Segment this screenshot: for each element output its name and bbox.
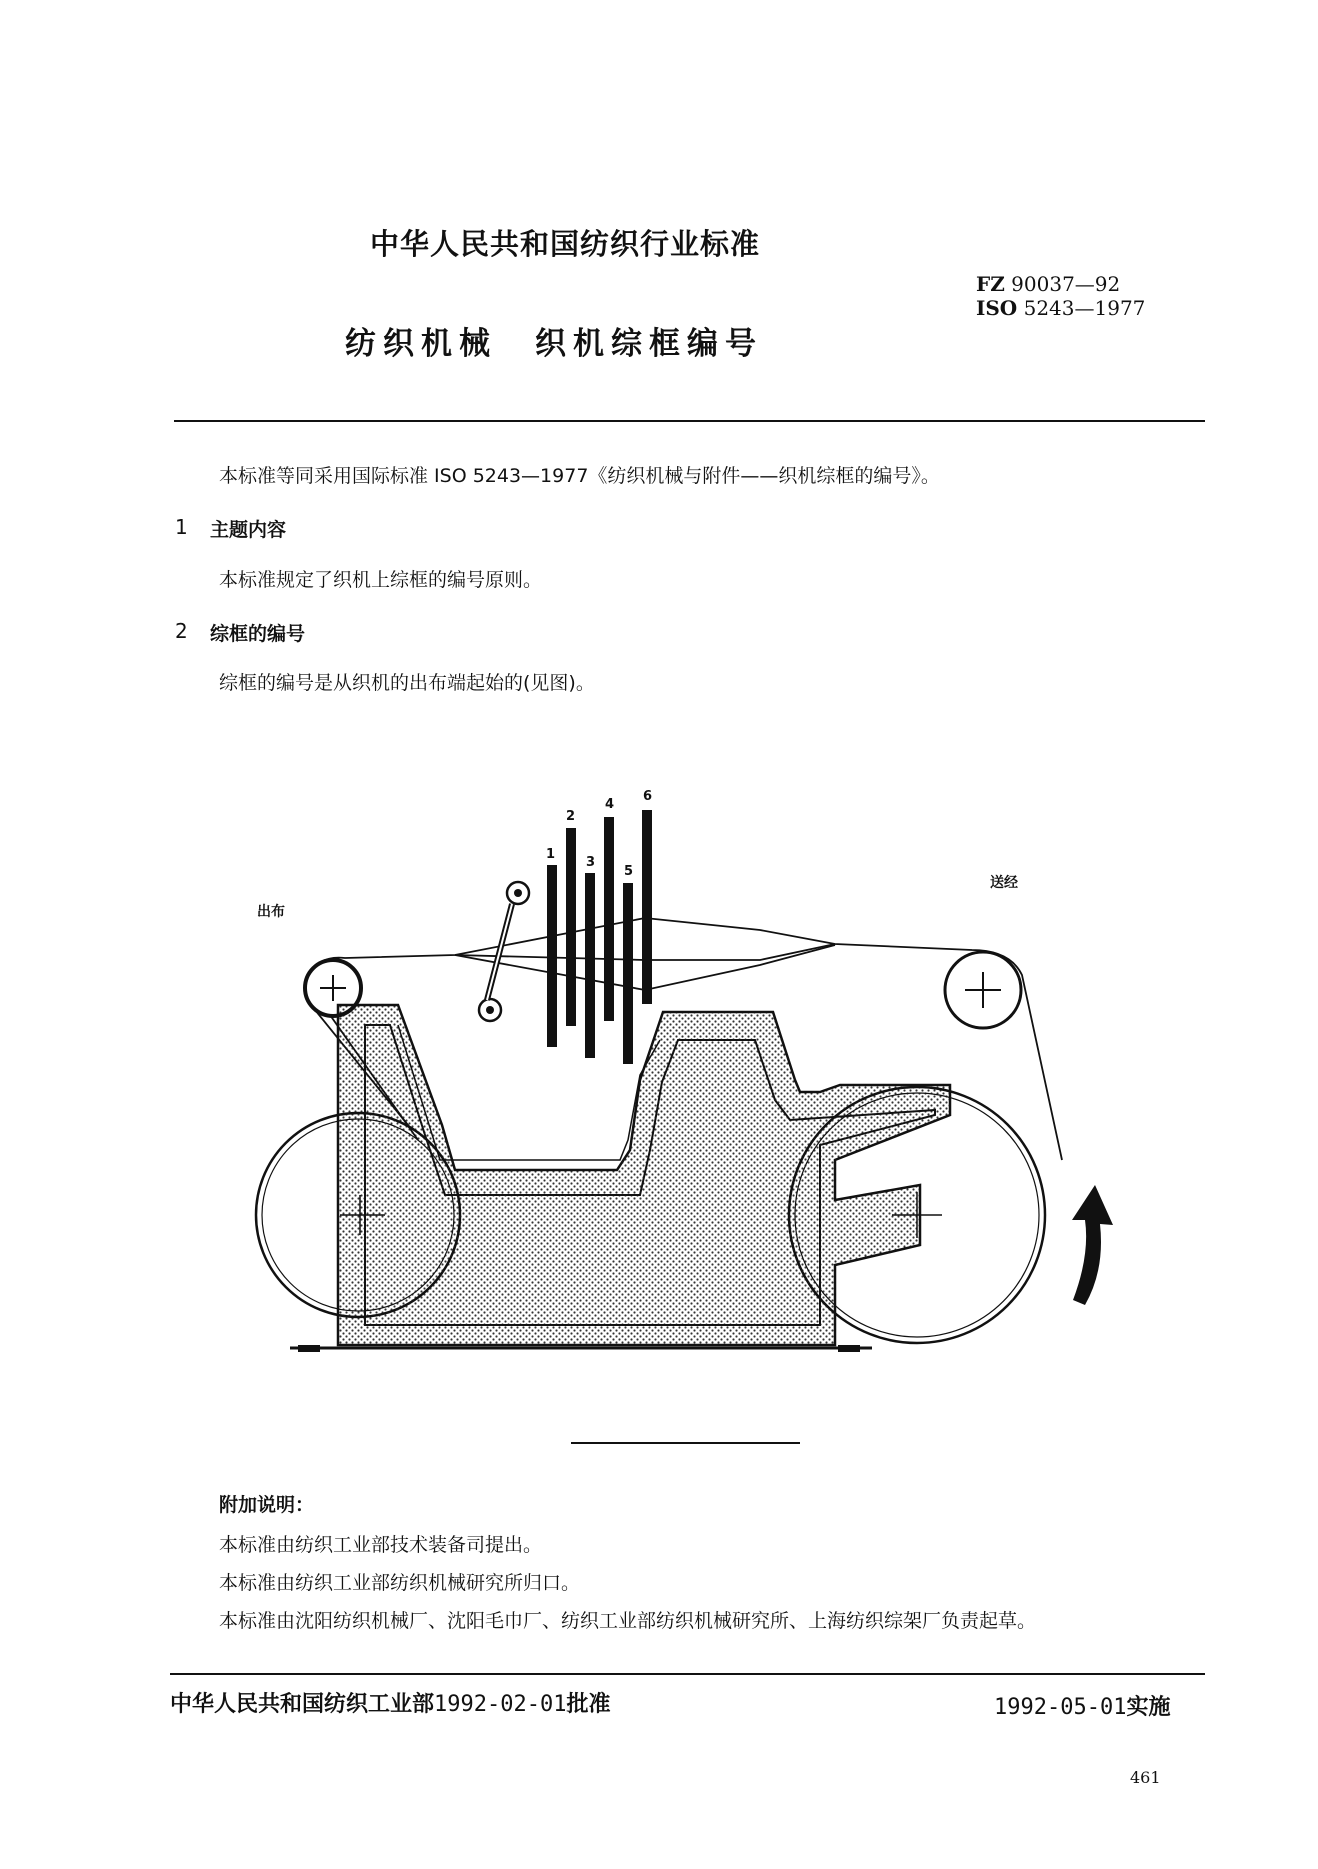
heald-frame-number-4: 4 [605,797,615,812]
heald-frame-2 [566,828,576,1026]
heald-frame-5 [623,883,633,1064]
label-cloth-out: 出布 [257,904,285,920]
section-2-title: 综框的编号 [210,623,306,645]
section-1-title: 主题内容 [210,519,287,541]
heald-frame-4 [604,817,614,1021]
notes-line-3: 本标准由沈阳纺织机械厂、沈阳毛巾厂、纺织工业部纺织机械研究所、上海纺织综架厂负责起草。 [219,1610,1037,1632]
label-warp-feed: 送经 [990,875,1018,891]
heald-frame-number-5: 5 [624,864,634,879]
intro-paragraph: 本标准等同采用国际标准 ISO 5243—1977《纺织机械与附件——织机综框的编号》。 [219,465,940,487]
crank-top-pivot-dot [514,889,522,897]
footer-approval [170,1687,610,1718]
iso-code-number: 5243—1977 [1023,296,1146,320]
heald-frame-6 [642,810,652,1004]
heald-frame-3 [585,873,595,1058]
approval-org: 中华人民共和国纺织工业部 [170,1692,435,1717]
crank-bottom-pivot-dot [486,1006,494,1014]
right-foot [838,1345,860,1352]
heald-frame-number-3: 3 [586,855,596,870]
left-foot [298,1345,320,1352]
notes-line-1: 本标准由纺织工业部技术装备司提出。 [219,1534,543,1556]
heald-frame-number-1: 1 [546,847,556,862]
fz-code-prefix: FZ [976,272,1005,296]
notes-line-2: 本标准由纺织工业部纺织机械研究所归口。 [219,1572,581,1594]
rotation-arrow [1072,1185,1113,1305]
heald-frame-numbers [546,789,652,879]
standard-category: 中华人民共和国纺织行业标准 [370,227,761,261]
footer-divider [170,1673,1205,1675]
notes-heading: 附加说明： [219,1494,315,1516]
approval-date: 1992-02-01 [434,1692,567,1717]
heald-frame-1 [547,865,557,1047]
footer-effective [994,1690,1170,1721]
document-title: 纺织机械 织机综框编号 [345,326,763,362]
iso-code-prefix: ISO [976,296,1018,320]
effective-date: 1992-05-01 [994,1695,1127,1720]
heald-frame-number-2: 2 [566,809,576,824]
crank-arm-inner [487,904,512,1000]
heald-frame-number-6: 6 [643,789,653,804]
section-2-number: 2 [175,619,188,643]
effective-suffix: 实施 [1126,1695,1171,1720]
approval-suffix: 批准 [566,1692,611,1717]
section-1-number: 1 [175,515,188,539]
section-1-body: 本标准规定了织机上综框的编号原则。 [219,569,543,591]
section-2-body: 综框的编号是从织机的出布端起始的(见图)。 [219,672,595,694]
page-number: 461 [1130,1768,1161,1787]
fz-code-number: 90037—92 [1011,272,1121,296]
heald-frames [547,810,652,1064]
